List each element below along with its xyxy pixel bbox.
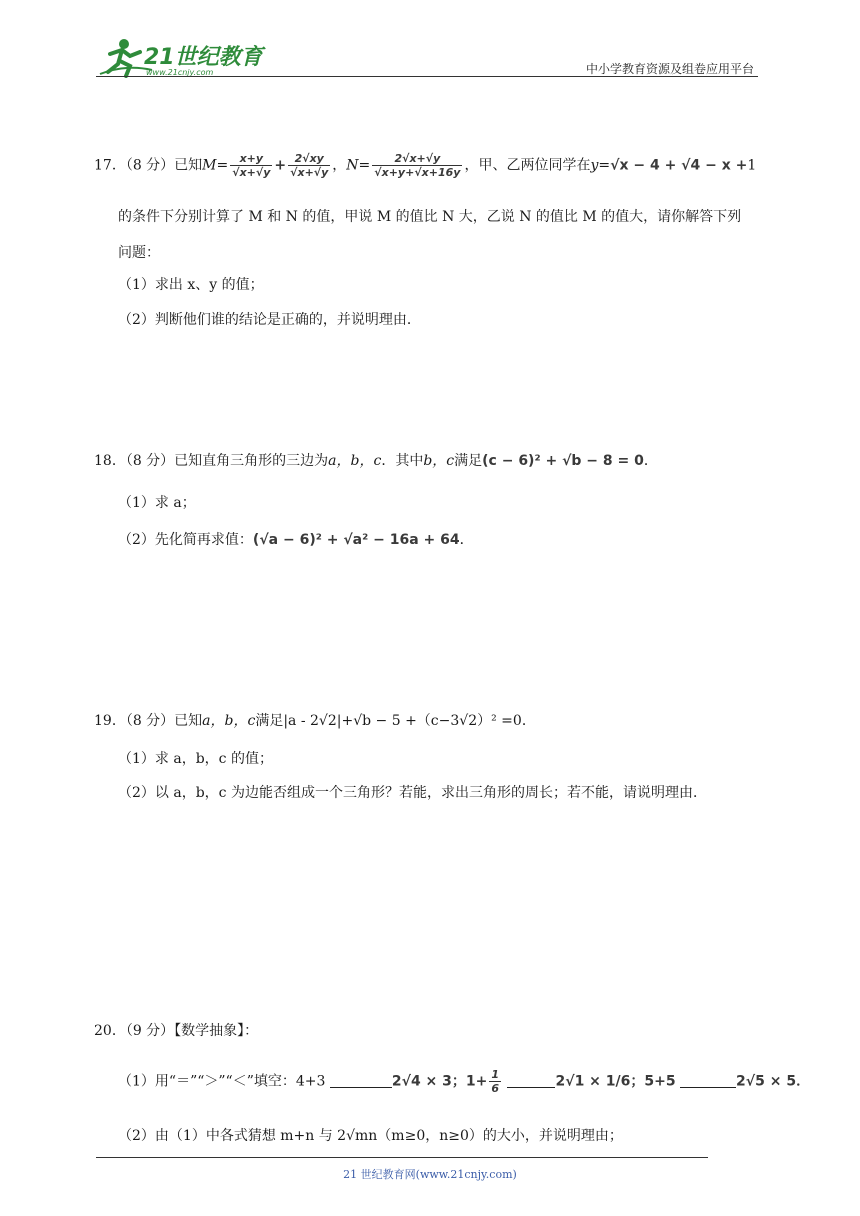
q18-line-1: 18．（8 分）已知直角三角形的三边为a，b，c．其中b，c满足(c − 6)² + √b − 8 = 0．: [94, 453, 658, 469]
q17-part-1: （1）求出 x、y 的值；: [118, 277, 264, 293]
answer-blank-1[interactable]: [330, 1073, 392, 1088]
runner-logo-icon: [96, 34, 266, 78]
q20-part-1: （1）用“＝”“＞”“＜”填空：4+3 2√4 × 3；1+ $\frac{1}{6}$ 2√1 × 1/6；5+5 2√5 × 5．: [118, 1068, 811, 1095]
q19-part-1: （1）求 a，b，c 的值；: [118, 751, 273, 767]
q20-line-1: 20．（9 分）【数学抽象】：: [94, 1023, 259, 1039]
condition-expr: √x − 4 + √4 − x +: [610, 157, 748, 174]
answer-blank-3[interactable]: [680, 1073, 736, 1088]
q20-part-2: （2）由（1）中各式猜想 m+n 与 2√mn（m≥0，n≥0）的大小，并说明理由；: [118, 1128, 623, 1144]
q18-part-1: （1）求 a；: [118, 495, 196, 511]
q19-part-2: （2）以 a，b，c 为边能否组成一个三角形？若能，求出三角形的周长；若不能，请说明理由．: [118, 785, 707, 801]
fraction-one-sixth: $\frac{1}{6}$: [491, 1068, 500, 1095]
q18-part-2: （2）先化简再求值：(√a − 6)² + √a² − 16a + 64．: [118, 532, 474, 548]
header-divider: [96, 76, 758, 77]
site-logo: [96, 34, 266, 78]
fraction-2: $\frac{2√xy}{√x+√y}$: [290, 152, 329, 179]
equals: =: [216, 157, 229, 174]
footer-link[interactable]: 21 世纪教育网(www.21cnjy.com): [343, 1168, 517, 1181]
q19-line-1: 19．（8 分）已知a，b，c满足|a - 2√2|+√b − 5 +（c−3√2）² =0．: [94, 713, 536, 729]
q17-line-2: 的条件下分别计算了 M 和 N 的值，甲说 M 的值比 N 大，乙说 N 的值比 M 的值大，请你解答下列: [118, 209, 742, 225]
q17-line-1: 17．（8 分）已知M= $\frac{x+y}{√x+√y}$ + $\frac{2√xy}{√x+√y}$ ，N= $\frac{2√x+√y}{√x+y+√x+16y}$ ，甲、乙两位同学在y=√x − 4 + √4 − x +1: [94, 152, 757, 179]
fraction-3: $\frac{2√x+√y}{√x+y+√x+16y}$: [374, 152, 461, 179]
plus: +: [274, 157, 287, 174]
platform-title: 中小学教育资源及组卷应用平台: [585, 62, 754, 76]
footer-divider: [96, 1157, 708, 1158]
answer-blank-2[interactable]: [507, 1073, 555, 1088]
logo-url: www.21cnjy.com: [146, 68, 214, 77]
page-header: [96, 34, 758, 78]
q19-condition-expr: a - 2√2|+√b − 5 +（c−3√2）² =0．: [288, 713, 536, 729]
var-N: N: [346, 157, 359, 174]
q17-part-2: （2）判断他们谁的结论是正确的，并说明理由．: [118, 312, 421, 328]
q18-condition-expr: (c − 6)² + √b − 8 = 0: [482, 453, 644, 469]
var-M: M: [202, 157, 217, 174]
q17-line-3: 问题：: [118, 245, 160, 261]
q18-simplify-expr: (√a − 6)² + √a² − 16a + 64: [252, 532, 460, 548]
fraction-1: $\frac{x+y}{√x+√y}$: [232, 152, 271, 179]
logo-text: 21世纪教育: [144, 45, 263, 70]
q17-prefix: 17．（8 分）已知: [94, 157, 203, 174]
